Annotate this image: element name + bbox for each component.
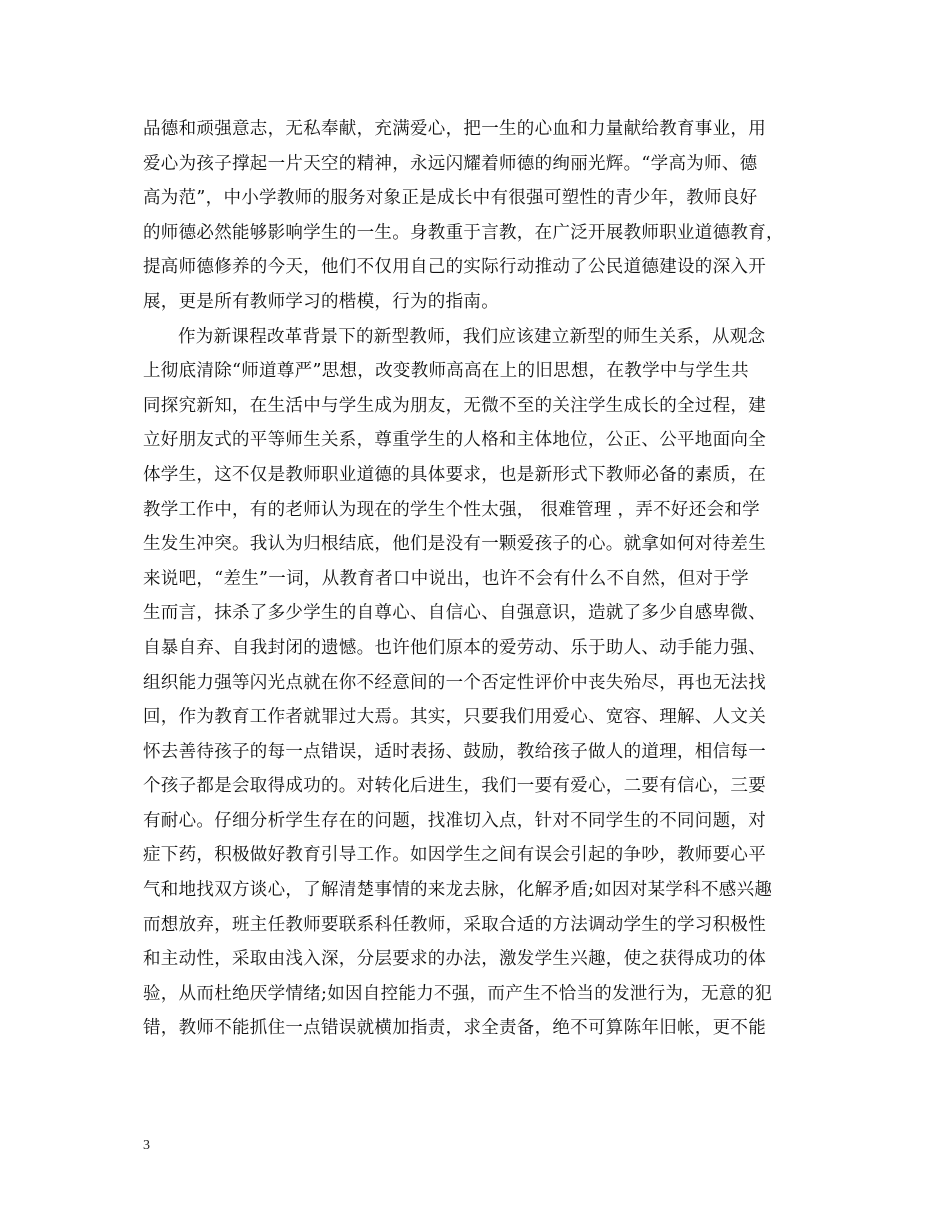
text-line: 来说吧，“差生”一词，从教育者口中说出，也许不会有什么不自然，但对于学 (143, 568, 749, 589)
text-line: 展，更是所有教师学习的楷模，行为的指南。 (143, 291, 499, 312)
text-line: 高为范”，中小学教师的服务对象正是成长中有很强可塑性的青少年，教师良好 (143, 188, 758, 209)
text-line: 爱心为孩子撑起一片天空的精神，永远闪耀着师德的绚丽光辉。“学高为师、德 (143, 153, 758, 174)
text-line: 生发生冲突。我认为归根结底，他们是没有一颗爱孩子的心。就拿如何对待差生 (143, 534, 766, 555)
text-line: 生而言，抹杀了多少学生的自尊心、自信心、自强意识，造就了多少自感卑微、 (143, 603, 766, 624)
text-line: 有耐心。仔细分析学生存在的问题，找准切入点，针对不同学生的不同问题，对 (143, 810, 766, 831)
paragraph-2 (143, 320, 823, 1046)
text-line: 怀去善待孩子的每一点错误，适时表扬、鼓励，教给孩子做人的道理，相信每一 (143, 741, 766, 762)
text-line: 体学生，这不仅是教师职业道德的具体要求，也是新形式下教师必备的素质，在 (143, 464, 766, 485)
text-line: 组织能力强等闪光点就在你不经意间的一个否定性评价中丧失殆尽，再也无法找 (143, 672, 766, 693)
text-line: 同探究新知，在生活中与学生成为朋友，无微不至的关注学生成长的全过程，建 (143, 395, 766, 416)
paragraph-1 (143, 112, 823, 320)
text-line: 上彻底清除“师道尊严”思想，改变教师高高在上的旧思想，在教学中与学生共 (143, 361, 749, 382)
text-line: 症下药，积极做好教育引导工作。如因学生之间有误会引起的争吵，教师要心平 (143, 845, 766, 866)
text-line: 气和地找双方谈心，了解清楚事情的来龙去脉，化解矛盾;如因对某学科不感兴趣 (143, 880, 773, 901)
text-line: 的师德必然能够影响学生的一生。身教重于言教，在广泛开展教师职业道德教育， (143, 222, 784, 243)
text-line: 立好朋友式的平等师生关系，尊重学生的人格和主体地位，公正、公平地面向全 (143, 430, 766, 451)
page-number: 3 (143, 1138, 150, 1153)
text-line: 回，作为教育工作者就罪过大焉。其实，只要我们用爱心、宽容、理解、人文关 (143, 707, 766, 728)
text-line: 个孩子都是会取得成功的。对转化后进生，我们一要有爱心，二要有信心，三要 (143, 776, 766, 797)
text-line: 自暴自弃、自我封闭的遗憾。也许他们原本的爱劳动、乐于助人、动手能力强、 (143, 637, 766, 658)
text-line: 和主动性，采取由浅入深，分层要求的办法，激发学生兴趣，使之获得成功的体 (143, 949, 766, 970)
text-line: 教学工作中，有的老师认为现在的学生个性太强， 很难管理 ，弄不好还会和学 (143, 499, 760, 520)
text-line: 而想放弃，班主任教师要联系科任教师，采取合适的方法调动学生的学习积极性 (143, 914, 766, 935)
text-line: 提高师德修养的今天，他们不仅用自己的实际行动推动了公民道德建设的深入开 (143, 257, 766, 278)
text-line: 品德和顽强意志，无私奉献，充满爱心，把一生的心血和力量献给教育事业，用 (143, 119, 766, 139)
text-line: 错，教师不能抓住一点错误就横加指责，求全责备，绝不可算陈年旧帐，更不能 (143, 1018, 766, 1039)
text-line-indented: 作为新课程改革背景下的新型教师，我们应该建立新型的师生关系，从观念 (178, 326, 766, 347)
text-line: 验，从而杜绝厌学情绪;如因自控能力不强，而产生不恰当的发泄行为，无意的犯 (143, 983, 773, 1004)
document-body (143, 112, 823, 1046)
